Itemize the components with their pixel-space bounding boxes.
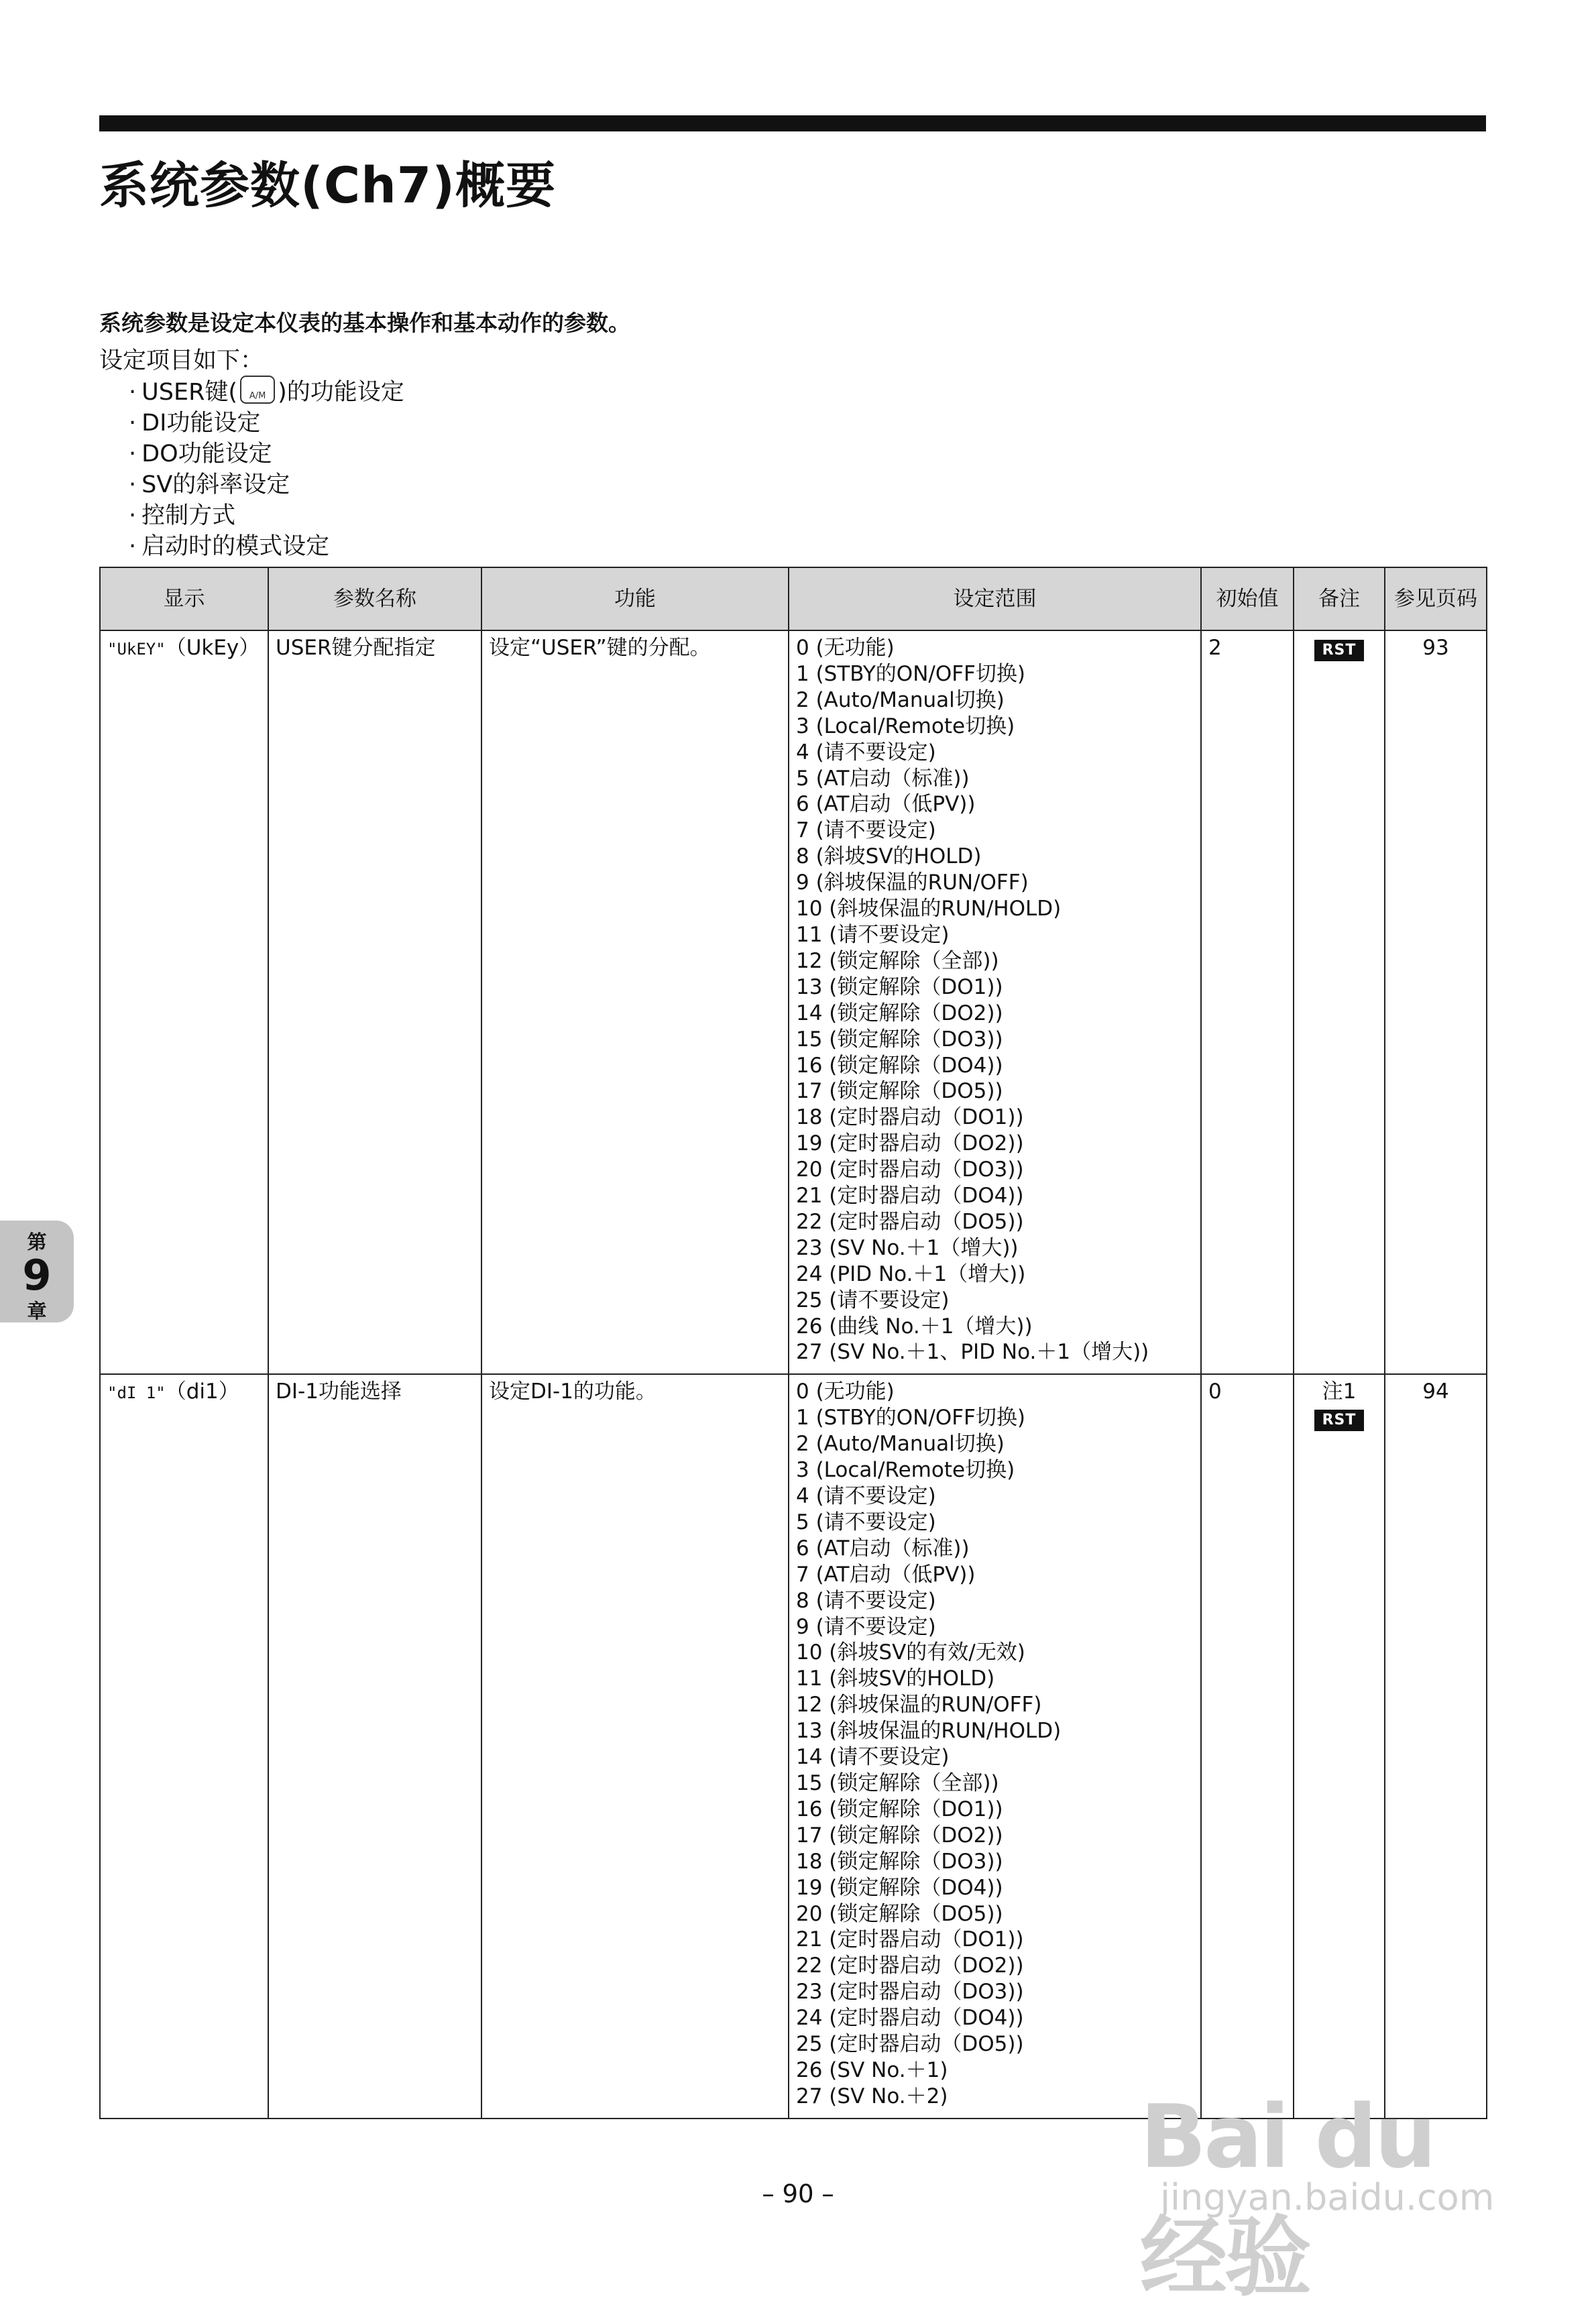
watermark-logo: Bai du 经验 bbox=[1140, 2086, 1434, 2308]
list-item: 17 (锁定解除（DO2)) bbox=[796, 1823, 1003, 1848]
ref-page: 93 bbox=[1422, 636, 1449, 660]
list-item: 13 (斜坡保温的RUN/HOLD) bbox=[796, 1719, 1062, 1744]
list-item: 7 (AT启动（低PV)) bbox=[796, 1562, 976, 1587]
note-cell bbox=[1294, 1374, 1385, 2118]
list-item: 27 (SV No.＋2) bbox=[796, 2084, 948, 2108]
list-item: 14 (锁定解除（DO2)) bbox=[796, 1001, 1003, 1025]
header-param-name: 参数名称 bbox=[268, 567, 481, 630]
list-item: 10 (斜坡SV的有效/无效) bbox=[796, 1640, 1025, 1665]
list-item-text: DI功能设定 bbox=[141, 410, 261, 437]
list-item: 24 (定时器启动（DO4)) bbox=[796, 2006, 1024, 2031]
initial-value-cell bbox=[1201, 1374, 1294, 2118]
list-item bbox=[129, 531, 404, 562]
rst-badge: RST bbox=[1314, 640, 1365, 661]
list-item: 1 (STBY的ON/OFF切换) bbox=[796, 1406, 1025, 1430]
list-item: 22 (定时器启动（DO5)) bbox=[796, 1209, 1024, 1234]
chapter-number: 9 bbox=[22, 1251, 52, 1300]
chapter-tab bbox=[0, 1221, 74, 1322]
list-item: 12 (斜坡保温的RUN/OFF) bbox=[796, 1693, 1042, 1717]
list-item-text: 控制方式 bbox=[141, 502, 236, 529]
list-item: 9 (斜坡保温的RUN/OFF) bbox=[796, 870, 1029, 895]
intro-bold-text: 系统参数是设定本仪表的基本操作和基本动作的参数。 bbox=[99, 310, 630, 336]
table-row bbox=[100, 630, 1487, 1374]
note-text: 注1 bbox=[1322, 1379, 1357, 1404]
list-item: 26 (SV No.＋1) bbox=[796, 2057, 948, 2082]
list-item: 15 (锁定解除（DO3)) bbox=[796, 1027, 1003, 1052]
watermark-url: jingyan.baidu.com bbox=[1160, 2176, 1495, 2218]
list-item: 16 (锁定解除（DO4)) bbox=[796, 1053, 1003, 1078]
page-number: – 90 – bbox=[762, 2180, 834, 2208]
list-item-text: DO功能设定 bbox=[141, 441, 272, 467]
list-item: 5 (AT启动（标准)) bbox=[796, 766, 970, 791]
list-item: 10 (斜坡保温的RUN/HOLD) bbox=[796, 897, 1062, 921]
setting-range-list bbox=[796, 1379, 1194, 2109]
list-item bbox=[129, 408, 404, 439]
setting-range-cell bbox=[789, 630, 1201, 1374]
list-item bbox=[129, 469, 404, 500]
list-item: 21 (定时器启动（DO4)) bbox=[796, 1184, 1024, 1208]
list-item: 5 (请不要设定) bbox=[796, 1510, 936, 1534]
list-item: 15 (锁定解除（全部)) bbox=[796, 1770, 999, 1795]
list-item: 23 (SV No.＋1（增大)) bbox=[796, 1235, 1019, 1260]
header-display: 显示 bbox=[100, 567, 268, 630]
list-item: 27 (SV No.＋1、PID No.＋1（增大)) bbox=[796, 1340, 1149, 1365]
function-text: 设定“USER”键的分配。 bbox=[489, 636, 711, 660]
list-item bbox=[129, 500, 404, 531]
initial-value: 0 bbox=[1208, 1379, 1222, 1404]
param-name: USER键分配指定 bbox=[276, 636, 436, 660]
note-cell bbox=[1294, 630, 1385, 1374]
list-item: 2 (Auto/Manual切换) bbox=[796, 687, 1005, 712]
lcd-display-code: "dI 1" bbox=[107, 1384, 166, 1403]
list-item: 11 (请不要设定) bbox=[796, 922, 950, 947]
list-item: 16 (锁定解除（DO1)) bbox=[796, 1797, 1003, 1821]
list-item: 8 (请不要设定) bbox=[796, 1588, 936, 1613]
function-cell bbox=[481, 1374, 789, 2118]
header-ref-page: 参见页码 bbox=[1385, 567, 1487, 630]
list-item: 4 (请不要设定) bbox=[796, 740, 936, 765]
lcd-display-code: "UkEY" bbox=[107, 640, 166, 659]
param-name-cell bbox=[268, 630, 481, 1374]
list-item: 11 (斜坡SV的HOLD) bbox=[796, 1667, 995, 1691]
list-item: 6 (AT启动（低PV)) bbox=[796, 792, 976, 817]
list-item-text: USER键( bbox=[141, 379, 238, 406]
list-item: 23 (定时器启动（DO3)) bbox=[796, 1980, 1024, 2005]
list-item: 25 (请不要设定) bbox=[796, 1288, 950, 1312]
list-item: 1 (STBY的ON/OFF切换) bbox=[796, 661, 1025, 686]
list-item bbox=[129, 376, 404, 408]
list-item: 6 (AT启动（标准)) bbox=[796, 1536, 970, 1561]
baidu-watermark bbox=[1140, 2045, 1516, 2308]
parameter-table bbox=[99, 567, 1487, 2119]
list-item: 25 (定时器启动（DO5)) bbox=[796, 2032, 1024, 2057]
list-item: 13 (锁定解除（DO1)) bbox=[796, 974, 1003, 999]
list-item: 17 (锁定解除（DO5)) bbox=[796, 1079, 1003, 1104]
header-function: 功能 bbox=[481, 567, 789, 630]
header-setting-range: 设定范围 bbox=[789, 567, 1201, 630]
display-cell bbox=[100, 1374, 268, 2118]
list-item-text: )的功能设定 bbox=[278, 379, 404, 406]
list-item: 19 (定时器启动（DO2)) bbox=[796, 1131, 1024, 1156]
list-item: 4 (请不要设定) bbox=[796, 1484, 936, 1508]
list-item: 20 (定时器启动（DO3)) bbox=[796, 1158, 1024, 1182]
list-item: 19 (锁定解除（DO4)) bbox=[796, 1875, 1003, 1900]
table-row bbox=[100, 1374, 1487, 2118]
list-item-text: 启动时的模式设定 bbox=[141, 533, 330, 560]
list-item: 2 (Auto/Manual切换) bbox=[796, 1432, 1005, 1457]
list-item: 9 (请不要设定) bbox=[796, 1614, 936, 1639]
list-item: 18 (锁定解除（DO3)) bbox=[796, 1849, 1003, 1874]
header-rule bbox=[99, 115, 1486, 131]
param-name-cell bbox=[268, 1374, 481, 2118]
list-item: 22 (定时器启动（DO2)) bbox=[796, 1954, 1024, 1978]
list-item: 12 (锁定解除（全部)) bbox=[796, 948, 999, 973]
list-item bbox=[129, 439, 404, 469]
list-item: 0 (无功能) bbox=[796, 636, 895, 660]
table-header-row bbox=[100, 567, 1487, 630]
chapter-tab-suffix: 章 bbox=[27, 1300, 47, 1322]
list-item: 20 (锁定解除（DO5)) bbox=[796, 1901, 1003, 1926]
am-key-icon bbox=[240, 376, 275, 404]
param-name: DI-1功能选择 bbox=[276, 1379, 402, 1404]
list-item: 8 (斜坡SV的HOLD) bbox=[796, 844, 982, 869]
list-item: 3 (Local/Remote切换) bbox=[796, 1458, 1015, 1483]
list-item: 3 (Local/Remote切换) bbox=[796, 714, 1015, 738]
rst-badge: RST bbox=[1314, 1410, 1365, 1431]
setting-range-list bbox=[796, 635, 1194, 1365]
header-note: 备注 bbox=[1294, 567, 1385, 630]
list-item: 18 (定时器启动（DO1)) bbox=[796, 1105, 1024, 1130]
list-item: 0 (无功能) bbox=[796, 1379, 895, 1404]
display-code-text: （UkEy） bbox=[165, 636, 260, 660]
function-cell bbox=[481, 630, 789, 1374]
settings-list bbox=[129, 376, 404, 562]
list-item: 21 (定时器启动（DO1)) bbox=[796, 1927, 1024, 1952]
list-item: 14 (请不要设定) bbox=[796, 1745, 950, 1770]
list-item: 7 (请不要设定) bbox=[796, 818, 936, 843]
list-item-text: SV的斜率设定 bbox=[141, 471, 290, 498]
display-code-text: （di1） bbox=[165, 1379, 239, 1404]
initial-value: 2 bbox=[1208, 636, 1222, 660]
chapter-tab-prefix: 第 bbox=[27, 1231, 47, 1253]
intro-text: 设定项目如下： bbox=[99, 347, 264, 374]
display-cell bbox=[100, 630, 268, 1374]
ref-page-cell bbox=[1385, 630, 1487, 1374]
function-text: 设定DI-1的功能。 bbox=[489, 1379, 657, 1404]
list-item: 24 (PID No.＋1（增大)) bbox=[796, 1261, 1026, 1286]
header-initial-value: 初始值 bbox=[1201, 567, 1294, 630]
ref-page: 94 bbox=[1422, 1379, 1449, 1404]
setting-range-cell bbox=[789, 1374, 1201, 2118]
list-item: 26 (曲线 No.＋1（增大)) bbox=[796, 1314, 1033, 1339]
initial-value-cell bbox=[1201, 630, 1294, 1374]
page-title: 系统参数(Ch7)概要 bbox=[99, 157, 557, 215]
ref-page-cell bbox=[1385, 1374, 1487, 2118]
